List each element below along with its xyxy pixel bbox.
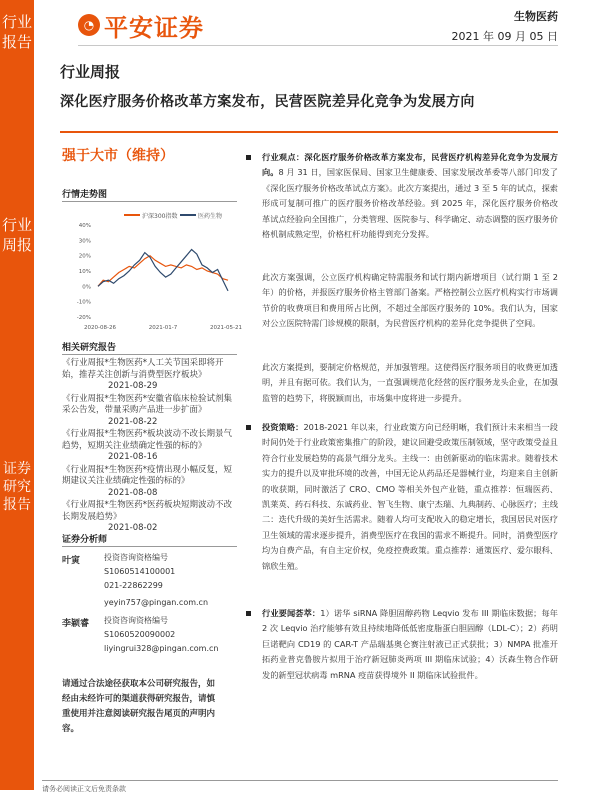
- y-tick-label: 20%: [78, 253, 91, 260]
- bullet-icon: [246, 425, 251, 430]
- related-report-title: 《行业周报*生物医药*人工关节国采即将开始，推荐关注创新与消费型医疗板块》: [62, 358, 224, 380]
- related-report-date: 2021-08-08: [108, 487, 158, 498]
- paragraph-news: [262, 606, 558, 683]
- related-report-title: 《行业周报*生物医药*板块波动不改长期景气趋势，短期关注业绩确定性强的标的》: [62, 429, 233, 451]
- y-tick-label: 10%: [78, 269, 91, 275]
- legend-label-hs300: 沪深300指数: [142, 213, 178, 220]
- x-tick-label: 2020-08-26: [84, 325, 116, 331]
- analyst-cert-label: 投资咨询资格编号: [104, 553, 168, 562]
- analyst-email[interactable]: liyingrui328@pingan.com.cn: [104, 644, 219, 653]
- disclaimer-notice: 请通过合法途径获取本公司研究报告，如经由未经许可的渠道获得研究报告，请慎重使用并注意阅读研究报告尾页的声明内容。: [62, 679, 216, 734]
- related-report-item[interactable]: [62, 465, 237, 500]
- related-report-date: 2021-08-16: [108, 452, 158, 462]
- related-report-date: 2021-08-29: [108, 381, 158, 391]
- sector-label: 生物医药: [514, 10, 558, 23]
- industry-rating: 强于大市（维持）: [62, 148, 174, 164]
- related-heading-rule: [62, 354, 237, 355]
- y-tick-label: 0%: [82, 284, 91, 291]
- x-tick-label: 2021-01-7: [148, 325, 178, 331]
- analysts-heading: 证券分析师: [62, 535, 108, 545]
- paragraph-industry-view: [262, 150, 558, 242]
- chart-heading: 行情走势图: [62, 190, 108, 200]
- related-reports-heading: 相关研究报告: [62, 343, 117, 353]
- related-report-item[interactable]: [62, 394, 237, 429]
- y-tick-label: 30%: [78, 238, 91, 245]
- related-report-item[interactable]: [62, 358, 237, 393]
- analyst-cert-id: S1060520090002: [104, 630, 176, 639]
- left-sidebar: [0, 0, 34, 790]
- analyst-cert-id: S1060514100001: [104, 567, 176, 576]
- related-reports-list: [62, 358, 237, 536]
- analysts-heading-rule: [62, 546, 237, 547]
- related-report-title: 《行业周报*生物医药*医药板块短期波动不改长期发展趋势》: [62, 500, 233, 522]
- y-tick-label: 40%: [78, 223, 91, 229]
- analyst-email[interactable]: yeyin757@pingan.com.cn: [104, 598, 209, 607]
- legend-label-pharma: 医药生物: [198, 213, 223, 220]
- footer-text: 请务必阅读正文后免责条款: [42, 785, 126, 793]
- trend-chart-svg: [62, 207, 242, 335]
- sidebar-label-weekly: 行业周报: [1, 216, 32, 254]
- paragraph-regulation: 此次方案提到，要制定价格规范，并加强管理。这使得医疗服务项目的收费更加透明，并且有据可依。我们认为，一直强调规范化经营的医疗服务龙头企业，在加强监管的趋势下，将脱颖而出，市场集中度将进一步提升。: [262, 362, 558, 403]
- analyst-name: 叶寅: [62, 556, 81, 566]
- paragraph-strategy: [262, 420, 558, 574]
- y-tick-label: -10%: [76, 299, 91, 306]
- paragraph-lead: 行业要闻荟萃：: [262, 608, 321, 618]
- analyst-card: [62, 616, 237, 660]
- footer-divider: [42, 780, 558, 781]
- bullet-icon: [246, 155, 251, 160]
- x-tick-label: 2021-05-21: [210, 325, 242, 331]
- analyst-card: [62, 553, 237, 613]
- related-report-item[interactable]: [62, 500, 237, 535]
- report-date: 2021 年 09 月 05 日: [451, 30, 558, 43]
- price-trend-chart: [62, 207, 242, 335]
- analyst-name: 李颖睿: [62, 619, 90, 629]
- related-report-date: 2021-08-02: [108, 523, 158, 533]
- paragraph-lead: 行业观点：深化医疗服务价格改革方案发布，民营医疗机构差异化竞争为发展方向。: [262, 152, 558, 178]
- logo-mark-icon: ◔: [78, 14, 100, 36]
- paragraph-lead: 投资策略：: [262, 422, 304, 432]
- paragraph-policy: 此次方案强调，公立医疗机构确定特需服务和试行期内新增项目（试行期 1 至 2 年）的价格，并报医疗服务价格主管部门备案。严格控制公立医疗机构实行市场调节价的收费项目和费用所占比例，不超过全部医疗服务的 10%。我们认为，国家对公立医院特需门诊规模的限制，为民营医疗机构的差异化竞争提供了空间。: [262, 272, 558, 329]
- related-report-title: 《行业周报*生物医药*疫情出现小幅反复，短期建议关注业绩确定性强的标的》: [62, 464, 233, 486]
- paragraph-text: 1）诺华 siRNA 降胆固醇药物 Leqvio 发布 III 期临床数据；每年 2 次 Leqvio 治疗能够有效且持续地降低低密度脂蛋白胆固醇（LDL-C）；2）药明巨诺靶向 CD19 的 CAR-T 产品瑞基奥仑赛注射液已正式获批；3）NMPA 批准开拓药业普克鲁胺片拟用于治疗新冠肺炎两项 III 期临床试验；4）沃森生物合作研发的新型冠状病毒 mRNA 疫苗获得境外 II 期临床试验批件。: [262, 608, 558, 680]
- chart-heading-rule: [62, 201, 237, 202]
- series-line-pharma: [98, 250, 228, 291]
- company-logo: [78, 10, 204, 40]
- y-tick-label: -20%: [76, 315, 91, 321]
- report-type: 行业周报: [60, 63, 121, 81]
- title-divider: [60, 131, 558, 133]
- paragraph-text: 2018-2021 年以来，行业政策方向已经明晰，我们预计未来相当一段时间仍处于行业政策密集推广的阶段，建议回避受政策压制领域，坚守政策受益且符合行业发展趋势的高景气细分龙头。主线一：由创新驱动的临床需求。随着技术实力的提升以及审批环境的改善，中国无论从药品还是器械行业，均迎来自主创新的收获期，同时激活了 CRO、CMO 等相关外包产业链，重点推荐：恒瑞医药、凯莱英、药石科技、东诚药业、智飞生物、康宁杰瑞、九典制药、心脉医疗；主线二：迭代升级的美好生活需求。随着人均可支配收入的稳定增长，我国居民对医疗卫生领域的需求逐步提升，消费型医疗在我国的需求不断提升。同时，消费型医疗均为自费产品，有自主定价权，免疫控费政策。重点推荐：通策医疗、爱尔眼科、锦欣生殖。: [262, 422, 558, 571]
- related-report-date: 2021-08-22: [108, 416, 158, 427]
- report-title: 深化医疗服务价格改革方案发布，民营医院差异化竞争为发展方向: [60, 94, 475, 110]
- sidebar-label-research: 证券研究报告: [3, 461, 31, 513]
- analyst-phone: 021-22862299: [104, 581, 163, 590]
- series-line-hs300: [98, 256, 228, 287]
- header-divider: [78, 45, 558, 46]
- related-report-title: 《行业周报*生物医药*安徽省临床检验试剂集采公告发，带量采购产品进一步扩面》: [62, 393, 233, 415]
- sidebar-label-report: 行业报告: [1, 13, 32, 51]
- paragraph-text: 8 月 31 日，国家医保局、国家卫生健康委、国家发展改革委等八部门印发了《深化医疗服务价格改革试点方案》。此次方案提出，通过 3 至 5 年的试点，探索形成可复制可推广的医疗服务价格改革经验。到 2025 年，深化医疗服务价格改革试点经验向全国推广，分类管理、医院参与、科学确定、动态调整的医疗服务价格机制成熟定型，价格杠杆功能得到充分发挥。: [262, 167, 558, 240]
- bullet-icon: [246, 611, 251, 616]
- analyst-cert-label: 投资咨询资格编号: [104, 616, 168, 625]
- related-report-item[interactable]: [62, 429, 237, 464]
- logo-text: 平安证券: [104, 13, 204, 42]
